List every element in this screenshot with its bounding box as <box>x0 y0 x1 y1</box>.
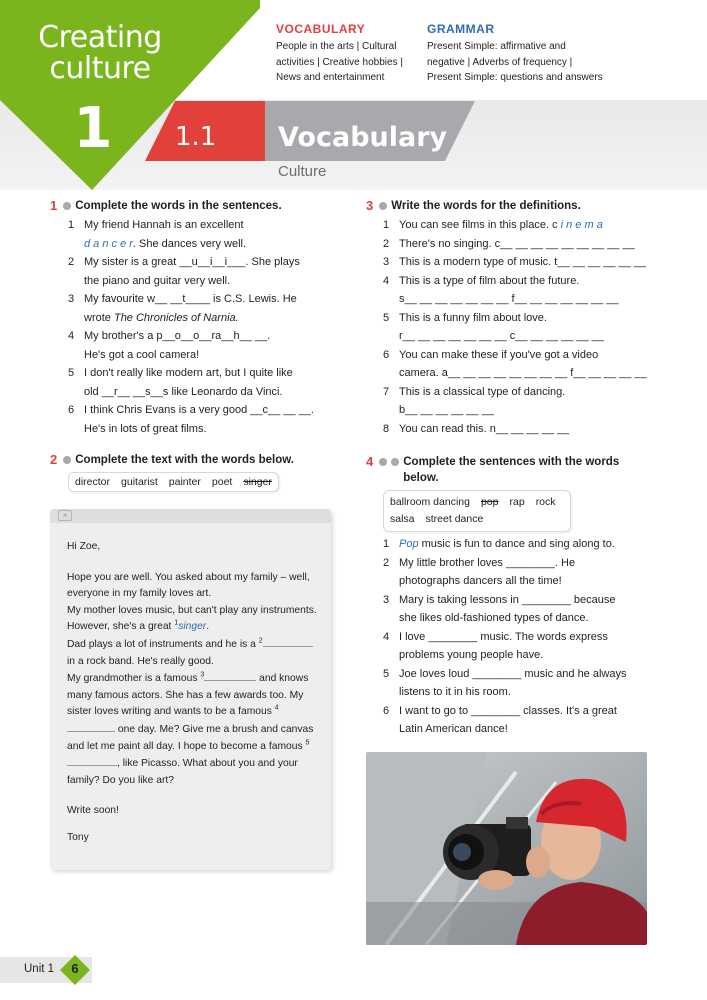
letter-text: Dad plays a lot of instruments and he is a <box>67 638 259 650</box>
gap-number: 2 <box>258 637 263 645</box>
list-item <box>68 327 348 364</box>
item-text: . She dances very well. <box>132 237 247 250</box>
item-number: 5 <box>383 311 390 324</box>
item-text: problems young people have. <box>399 649 544 661</box>
unit-number: 1 <box>73 96 113 161</box>
item-number: 4 <box>383 274 390 287</box>
item-text: This is a classical type of dancing. <box>399 385 566 398</box>
list-item <box>68 216 348 253</box>
list-item <box>383 346 673 383</box>
exercise-3-heading <box>366 198 581 213</box>
item-text: Joe loves loud ________ music and he always <box>399 667 627 680</box>
letter-body <box>67 539 322 847</box>
page-footer <box>0 955 707 985</box>
difficulty-dot-icon <box>391 458 399 466</box>
footer-unit-label: Unit 1 <box>24 963 55 975</box>
word-option: rock <box>535 496 556 508</box>
word-option: rap <box>509 496 525 508</box>
lesson-number: 1.1 <box>175 122 217 152</box>
item-text: This is a type of film about the future. <box>399 274 580 287</box>
vocabulary-line: activities | Creative hobbies | <box>276 56 403 68</box>
item-text: This is a funny film about love. <box>399 311 547 324</box>
item-text: r__ __ __ __ __ __ __ c__ __ __ __ __ __ <box>399 330 604 342</box>
difficulty-dot-icon <box>63 456 71 464</box>
photographer-photo <box>366 752 647 945</box>
example-answer: d a n c e r <box>84 237 133 250</box>
exercise-number: 2 <box>50 452 58 467</box>
unit-title-line1: Creating <box>38 20 162 55</box>
difficulty-dot-icon <box>63 202 71 210</box>
list-item <box>383 216 673 235</box>
item-text: My friend Hannah is an excellent <box>84 219 244 231</box>
vocabulary-line: News and entertainment <box>276 72 385 83</box>
word-option: director <box>75 476 111 488</box>
letter-text: in a rock band. He's really good. <box>67 655 214 667</box>
item-number: 1 <box>68 219 75 231</box>
list-item <box>383 702 673 739</box>
list-item <box>383 383 673 420</box>
item-number: 2 <box>383 556 390 569</box>
word-box <box>383 490 571 532</box>
item-text: the piano and guitar very well. <box>84 274 231 287</box>
unit-title <box>30 22 170 84</box>
exercise-instruction: Complete the text with the words below. <box>75 453 294 466</box>
lesson-subtitle: Culture <box>278 163 327 180</box>
list-item <box>383 628 673 665</box>
list-item <box>68 290 348 327</box>
item-number: 6 <box>383 348 390 361</box>
item-text: music is fun to dance and sing along to. <box>418 538 615 550</box>
letter-paragraph: Hope you are well. You asked about my family – well, everyone in my family loves art. <box>67 571 310 600</box>
word-option: street dance <box>425 513 484 525</box>
list-item <box>383 554 673 591</box>
exercise-1-list <box>68 216 348 438</box>
grammar-line: Present Simple: questions and answers <box>427 72 603 83</box>
list-item <box>68 364 348 401</box>
item-text: He's in lots of great films. <box>84 422 207 435</box>
example-answer: i n e m a <box>560 219 603 231</box>
list-item <box>383 253 673 272</box>
answer-gap[interactable] <box>263 636 313 647</box>
item-text: camera. a__ __ __ __ __ __ __ __ f__ __ __ __ __ <box>399 367 647 379</box>
item-number: 4 <box>383 630 390 643</box>
letter-closing: Write soon! <box>67 805 119 817</box>
letter-paragraph <box>67 603 322 636</box>
item-number: 2 <box>68 256 75 268</box>
word-option-used: singer <box>243 476 272 488</box>
letter-text: . <box>206 621 210 633</box>
exercise-number: 1 <box>50 198 58 213</box>
gap-number: 1 <box>174 619 179 627</box>
letter-text: My mother loves music, but can't play any instruments. However, she's a great <box>67 604 317 633</box>
exercise-4-list <box>383 535 673 739</box>
exercise-instruction: Complete the words in the sentences. <box>75 199 282 212</box>
grammar-line: Present Simple: affirmative and <box>427 41 566 52</box>
item-text: b__ __ __ __ __ __ <box>399 404 494 416</box>
letter-paragraph <box>67 636 322 670</box>
item-number: 1 <box>383 538 390 550</box>
item-number: 8 <box>383 422 390 435</box>
list-item <box>383 235 673 254</box>
item-text: Latin American dance! <box>399 723 508 735</box>
item-number: 1 <box>383 219 390 231</box>
item-text: He's got a cool camera! <box>84 348 200 361</box>
item-number: 3 <box>68 293 75 305</box>
item-number: 2 <box>383 237 390 250</box>
lesson-title: Vocabulary <box>278 122 448 153</box>
item-text: There's no singing. c__ __ __ __ __ __ __ __ __ <box>399 237 635 250</box>
example-answer: Pop <box>399 538 419 550</box>
item-text: My sister is a great __u__i__i___. She plays <box>84 256 300 268</box>
list-item <box>383 535 673 554</box>
list-item <box>383 309 673 346</box>
item-number: 4 <box>68 330 75 342</box>
word-option: guitarist <box>121 476 158 488</box>
answer-gap[interactable] <box>204 670 256 681</box>
list-item <box>383 272 673 309</box>
item-text: Mary is taking lessons in ________ because <box>399 593 616 606</box>
item-text: I don't really like modern art, but I quite like <box>84 367 293 379</box>
page-number: 6 <box>71 961 79 976</box>
letter-text: one day. Me? Give me a brush and canvas and let me paint all day. I hope to become a famous <box>67 723 314 752</box>
word-box <box>68 472 279 492</box>
letter-window <box>50 509 331 870</box>
item-text: wrote <box>84 311 114 324</box>
exercise-instruction: Complete the sentences with the words below. <box>403 456 620 484</box>
item-text: old __r__ __s__s like Leonardo da Vinci. <box>84 385 283 398</box>
letter-signature: Tony <box>67 831 89 843</box>
grammar-heading: GRAMMAR <box>427 22 495 36</box>
item-text: s__ __ __ __ __ __ __ f__ __ __ __ __ __ __ <box>399 293 619 305</box>
letter-text: and knows many famous actors. She has a few awards too. My sister loves writing and wants to be a famous <box>67 673 309 718</box>
difficulty-dot-icon <box>379 458 387 466</box>
list-item <box>68 401 348 438</box>
word-option: painter <box>168 476 201 488</box>
item-number: 6 <box>68 404 75 416</box>
exercise-3-list <box>383 216 673 438</box>
item-text: You can see films in this place. c <box>399 219 561 231</box>
item-number: 3 <box>383 593 390 606</box>
list-item <box>383 591 673 628</box>
grammar-topics <box>427 39 603 86</box>
item-number: 5 <box>383 667 390 680</box>
item-number: 5 <box>68 367 75 379</box>
word-option: ballroom dancing <box>390 496 470 508</box>
book-title: The Chronicles of Narnia. <box>113 311 239 324</box>
grammar-line: negative | Adverbs of frequency | <box>427 56 573 68</box>
gap-number: 5 <box>305 739 310 747</box>
letter-title-bar <box>50 509 331 523</box>
unit-title-line2: culture <box>49 51 151 86</box>
item-text: You can make these if you've got a video <box>399 348 599 361</box>
exercise-instruction: Write the words for the definitions. <box>391 199 581 212</box>
vocabulary-line: People in the arts | Cultural <box>276 41 397 52</box>
vocabulary-heading: VOCABULARY <box>276 22 366 36</box>
list-item <box>383 420 673 439</box>
answer-gap[interactable] <box>67 755 117 766</box>
item-number: 3 <box>383 256 390 268</box>
letter-paragraph <box>67 670 322 789</box>
letter-text: , like Picasso. What about you and your family? Do you like art? <box>67 758 298 786</box>
letter-greeting: Hi Zoe, <box>67 541 101 552</box>
item-text: This is a modern type of music. t__ __ __ __ __ __ <box>399 256 647 268</box>
exercise-1-heading <box>50 198 282 213</box>
list-item <box>68 253 348 290</box>
gap-number: 4 <box>274 704 279 712</box>
answer-gap[interactable] <box>67 721 115 732</box>
close-icon: × <box>58 510 72 521</box>
word-option-used: pop <box>480 496 499 508</box>
exercise-number: 3 <box>366 198 374 213</box>
word-option: poet <box>211 476 233 488</box>
letter-text: My grandmother is a famous <box>67 673 201 685</box>
item-text: My brother's a p__o__o__ra__h__ __. <box>84 330 271 342</box>
difficulty-dot-icon <box>379 202 387 210</box>
item-text: My little brother loves ________. He <box>399 556 576 569</box>
item-number: 7 <box>383 385 390 398</box>
item-text: My favourite w__ __t____ is C.S. Lewis. He <box>84 293 297 305</box>
exercise-2-heading <box>50 452 294 467</box>
list-item <box>383 665 673 702</box>
exercise-4-heading <box>366 454 656 486</box>
item-text: listens to it in his room. <box>399 686 511 698</box>
item-text: I want to go to ________ classes. It's a great <box>399 704 617 717</box>
exercise-number: 4 <box>366 454 374 469</box>
item-text: she likes old-fashioned types of dance. <box>399 612 589 624</box>
item-text: You can read this. n__ __ __ __ __ <box>399 422 570 435</box>
item-text: I love ________ music. The words express <box>399 630 608 643</box>
word-option: salsa <box>390 513 415 525</box>
item-number: 6 <box>383 704 390 717</box>
vocabulary-topics <box>276 39 403 86</box>
item-text: photographs dancers all the time! <box>399 575 562 587</box>
gap-number: 3 <box>200 671 205 679</box>
item-text: I think Chris Evans is a very good __c__ __ __. <box>84 404 314 416</box>
example-answer: singer <box>178 621 207 633</box>
